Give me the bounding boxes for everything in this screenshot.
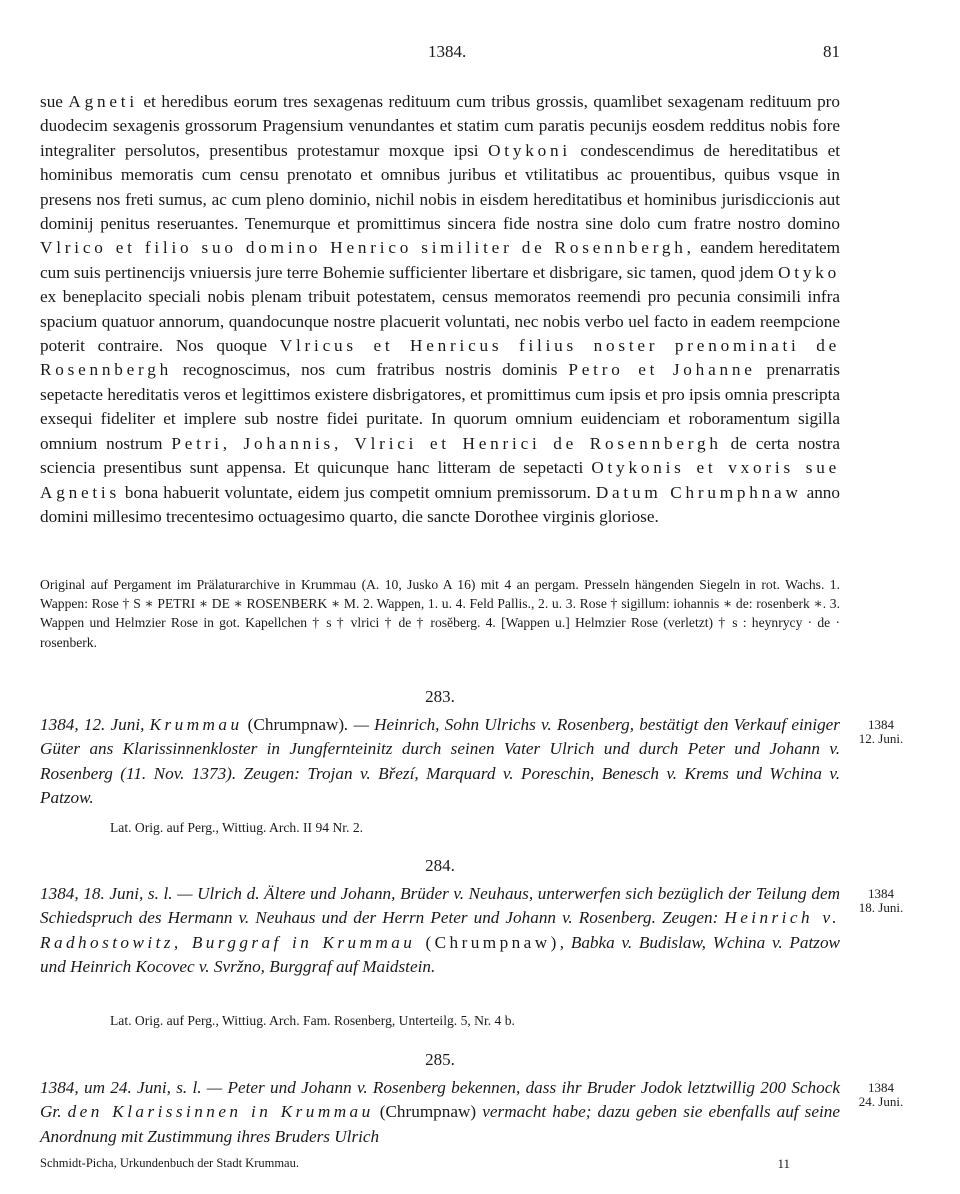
spaced-name: Petri, Johannis, Vlrici et Henrici de Rosennbergh xyxy=(171,433,722,453)
charter-note: Original auf Pergament im Prälaturarchive in Krummau (A. 10, Jusko A 16) mit 4 an pergam. Presseln hängenden Siegeln in rot. Wachs. 1. Wappen: Rose † S ∗ PETRI ∗ DE ∗ ROSENBERK ∗ M. 2. Wappen, 1. u. 4. Feld Pallis., 2. u. 3. Rose † sigillum: iohannis ∗ de: rosenberk ∗. 3. Wappen und Helmzier Rose in got. Kapellchen † s † vlrici † de † rosĕberg. 4. [Wappen u.] Helmzier Rose (verletzt) † s : heynrycy · de · rosenberk. xyxy=(40,577,840,650)
spaced-name: Petro et Johanne xyxy=(568,360,756,380)
running-head-year: 1384. xyxy=(428,42,467,61)
regest-run: vermacht habe; dazu geben sie ebenfalls auf seine Anordnung mit Zustimmung ihres Bruders Ulrich xyxy=(40,1102,841,1146)
footer-citation: Schmidt-Picha, Urkundenbuch der Stadt Krummau. xyxy=(40,1156,299,1170)
margin-date-284 xyxy=(846,887,916,915)
regest-run: (Chrumpnaw) xyxy=(242,715,345,734)
spaced-name: Datum Chrumphnaw xyxy=(595,482,802,502)
spaced-name: Otyko xyxy=(778,262,840,282)
text-run: anno domini millesimo trecentesimo octuagesimo quarto, die sancte Dorothee virginis gloriose. xyxy=(40,482,840,526)
regest-run: 1384, 18. Juni, s. l. — Ulrich d. Ältere und Johann, Brüder v. Neuhaus, unterwerfen sich bezüglich der Teilung dem Schiedspruch des Hermann v. Neuhaus und der Herrn Peter und Johann v. Rosenberg. Zeugen: xyxy=(40,884,840,928)
text-run: bona habuerit voluntate, eidem jus competit omnium premissorum. xyxy=(119,482,596,502)
regest-run: Heinrich v. Radhostowitz, Burggraf in Krummau xyxy=(40,908,840,952)
margin-year: 1384 xyxy=(868,886,894,901)
text-run: prenarratis sepetacte hereditatis veros et legittimos existere disbrigatores, et promittimus cum ipsis et pro ipsis omnia prescripta exsequi fideliter et implere sub nostre fidei puritate. In quorum omnium euidenciam et roboramentum sigilla omnium nostrum xyxy=(40,360,841,453)
page-footer xyxy=(40,1156,840,1171)
margin-day: 24. Juni. xyxy=(858,1094,904,1109)
regest-283 xyxy=(40,713,840,811)
margin-date-285 xyxy=(846,1081,916,1109)
margin-date-283 xyxy=(846,718,916,746)
regest-run: 1384, um 24. Juni, s. l. — Peter und Johann v. Rosenberg bekennen, dass ihr Bruder Jodok letztwillig 200 Schock Gr. xyxy=(40,1078,840,1122)
regest-284 xyxy=(40,882,840,980)
entry-number-285: 285. xyxy=(425,1050,455,1069)
margin-day: 18. Juni. xyxy=(858,900,904,915)
regest-run: Krummau xyxy=(149,715,243,734)
spaced-name: Vlricus et Henricus filius noster prenominati de Rosennbergh xyxy=(40,336,840,380)
text-run: sue xyxy=(40,92,69,111)
spaced-name: Otykoni xyxy=(488,140,571,160)
spaced-name: Vlrico et filio suo domino Henrico similiter de Rosennbergh, xyxy=(40,238,695,258)
regest-run: (Chrumpnaw) xyxy=(373,1102,477,1122)
text-run: et heredibus eorum tres sexagenas redituum cum tribus grossis, quamlibet sexagenam redituum pro duodecim sexagenis grossorum Pragensium venundantes et statim cum paratis pecunijs eosdem redditus nobis fore integraliter persolutos, presentibus protestamur moxque ipsi xyxy=(40,92,840,160)
regest-run: 1384, 12. Juni, xyxy=(40,715,150,734)
text-run: recognoscimus, nos cum fratribus nostris dominis xyxy=(172,360,569,380)
entry-number-284: 284. xyxy=(425,856,455,875)
margin-day: 12. Juni. xyxy=(858,731,904,746)
text-run: ex beneplacito speciali nobis plenam tribuit potestatem, census memoratos reemendi pro pecunia consimili infra spacium quatuor annorum, quandocunque nostre placuerit voluntati, nec nobis verbo uel facto in eadem reempcione poterit contraire. Nos quoque xyxy=(40,287,840,356)
regest-run: . — Heinrich, Sohn Ulrichs v. Rosenberg, bestätigt den Verkauf einiger Güter ans Klarissinnenkloster in Jungfernteinitz durch seinen Vater Ulrich und durch Peter und Johann v. Rosenberg (11. Nov. 1373). Zeugen: Trojan v. Březí, Marquard v. Poreschin, Benesch v. Krems und Wchina v. Patzow. xyxy=(40,715,841,808)
signature-mark: 11 xyxy=(777,1156,790,1171)
text-run: condescendimus de hereditatibus et hominibus memoratis cum censu prenotato et omnibus juribus et vtilitatibus ac prouentibus, quibus vsque in presens nos freti sumus, ac cum pleno dominio, nichil nobis in eisdem hereditatibus et hominibus jurisdiccionis aut dominij penitus reseruantes. Tenemurque et promittimus sincera fide nostra sine dolo cum fratre nostro domino xyxy=(40,140,840,234)
spaced-name: Otykonis et vxoris sue Agnetis xyxy=(40,458,841,502)
text-run: eandem hereditatem cum suis pertinencijs vniuersis jure terre Bohemie sufficienter libertare et disbrigare, sic tamen, quod jdem xyxy=(40,238,840,282)
entry-number-283: 283. xyxy=(425,687,455,706)
regest-run: den Klarissinnen in Krummau xyxy=(67,1102,374,1122)
regest-285 xyxy=(40,1076,840,1149)
spaced-name: Agneti xyxy=(68,92,138,111)
regest-run: (Chrumpnaw) xyxy=(415,932,560,952)
charter-text xyxy=(40,90,840,529)
source-284: Lat. Orig. auf Perg., Wittiug. Arch. Fam. Rosenberg, Unterteilg. 5, Nr. 4 b. xyxy=(110,1013,515,1028)
page-number: 81 xyxy=(823,42,840,61)
margin-year: 1384 xyxy=(868,1080,894,1095)
text-run: de certa nostra sciencia presentibus sunt appensa. Et quicunque hanc litteram de sepetacti xyxy=(40,433,840,478)
margin-year: 1384 xyxy=(868,717,894,732)
regest-run: , Babka v. Budislaw, Wchina v. Patzow und Heinrich Kocovec v. Svržno, Burggraf auf Maidstein. xyxy=(40,932,841,977)
source-283: Lat. Orig. auf Perg., Wittiug. Arch. II 94 Nr. 2. xyxy=(110,820,364,835)
